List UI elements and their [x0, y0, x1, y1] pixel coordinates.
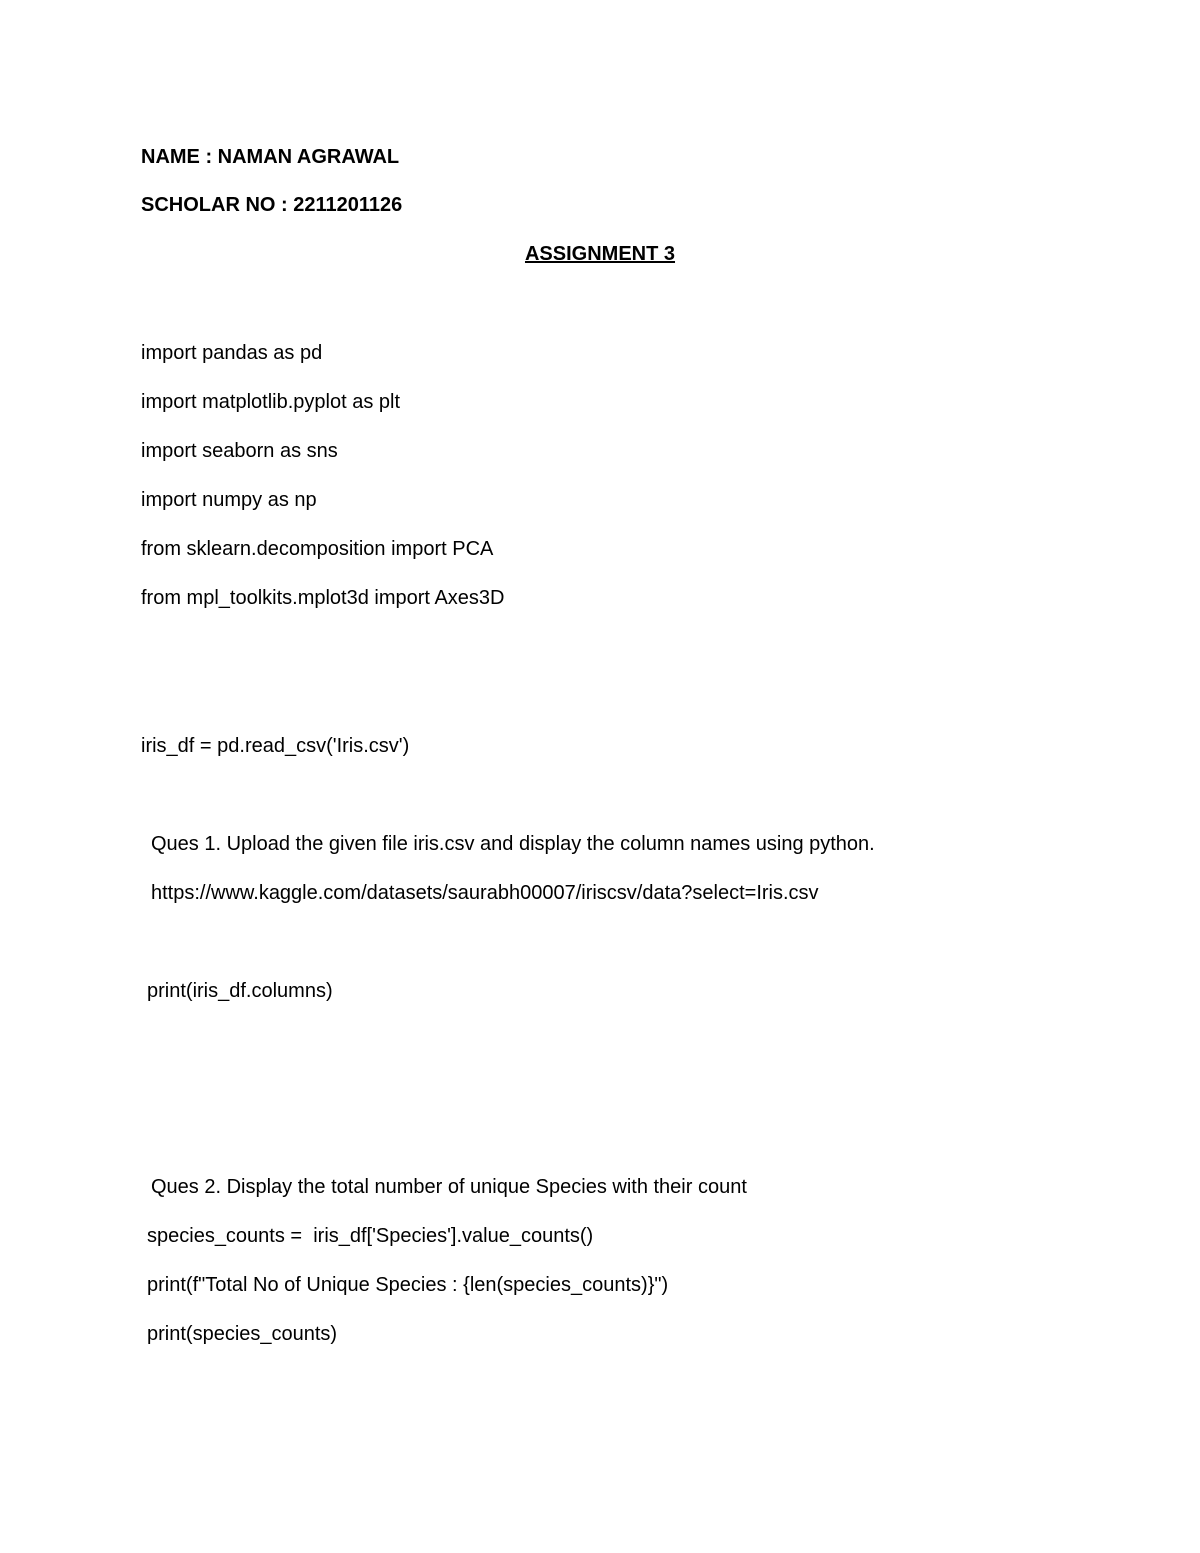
question-1: Ques 1. Upload the given file iris.csv and display the column names using python.: [151, 833, 875, 855]
code-line: from mpl_toolkits.mplot3d import Axes3D: [141, 587, 505, 609]
code-line: print(species_counts): [147, 1323, 338, 1345]
code-line: iris_df = pd.read_csv('Iris.csv'): [141, 735, 410, 757]
code-line: import numpy as np: [141, 489, 317, 511]
code-line: import matplotlib.pyplot as plt: [141, 391, 401, 413]
code-line: species_counts = iris_df['Species'].value_counts(): [147, 1225, 594, 1247]
student-name: NAME : NAMAN AGRAWAL: [141, 146, 400, 168]
dataset-url: https://www.kaggle.com/datasets/saurabh00007/iriscsv/data?select=Iris.csv: [151, 882, 819, 904]
code-line: from sklearn.decomposition import PCA: [141, 538, 494, 560]
assignment-title: ASSIGNMENT 3: [524, 243, 676, 265]
code-line: print(iris_df.columns): [147, 980, 333, 1002]
code-line: import seaborn as sns: [141, 440, 338, 462]
question-2: Ques 2. Display the total number of unique Species with their count: [151, 1176, 747, 1198]
scholar-number: SCHOLAR NO : 2211201126: [141, 194, 403, 216]
code-line: import pandas as pd: [141, 342, 323, 364]
code-line: print(f"Total No of Unique Species : {len(species_counts)}"): [147, 1274, 669, 1296]
